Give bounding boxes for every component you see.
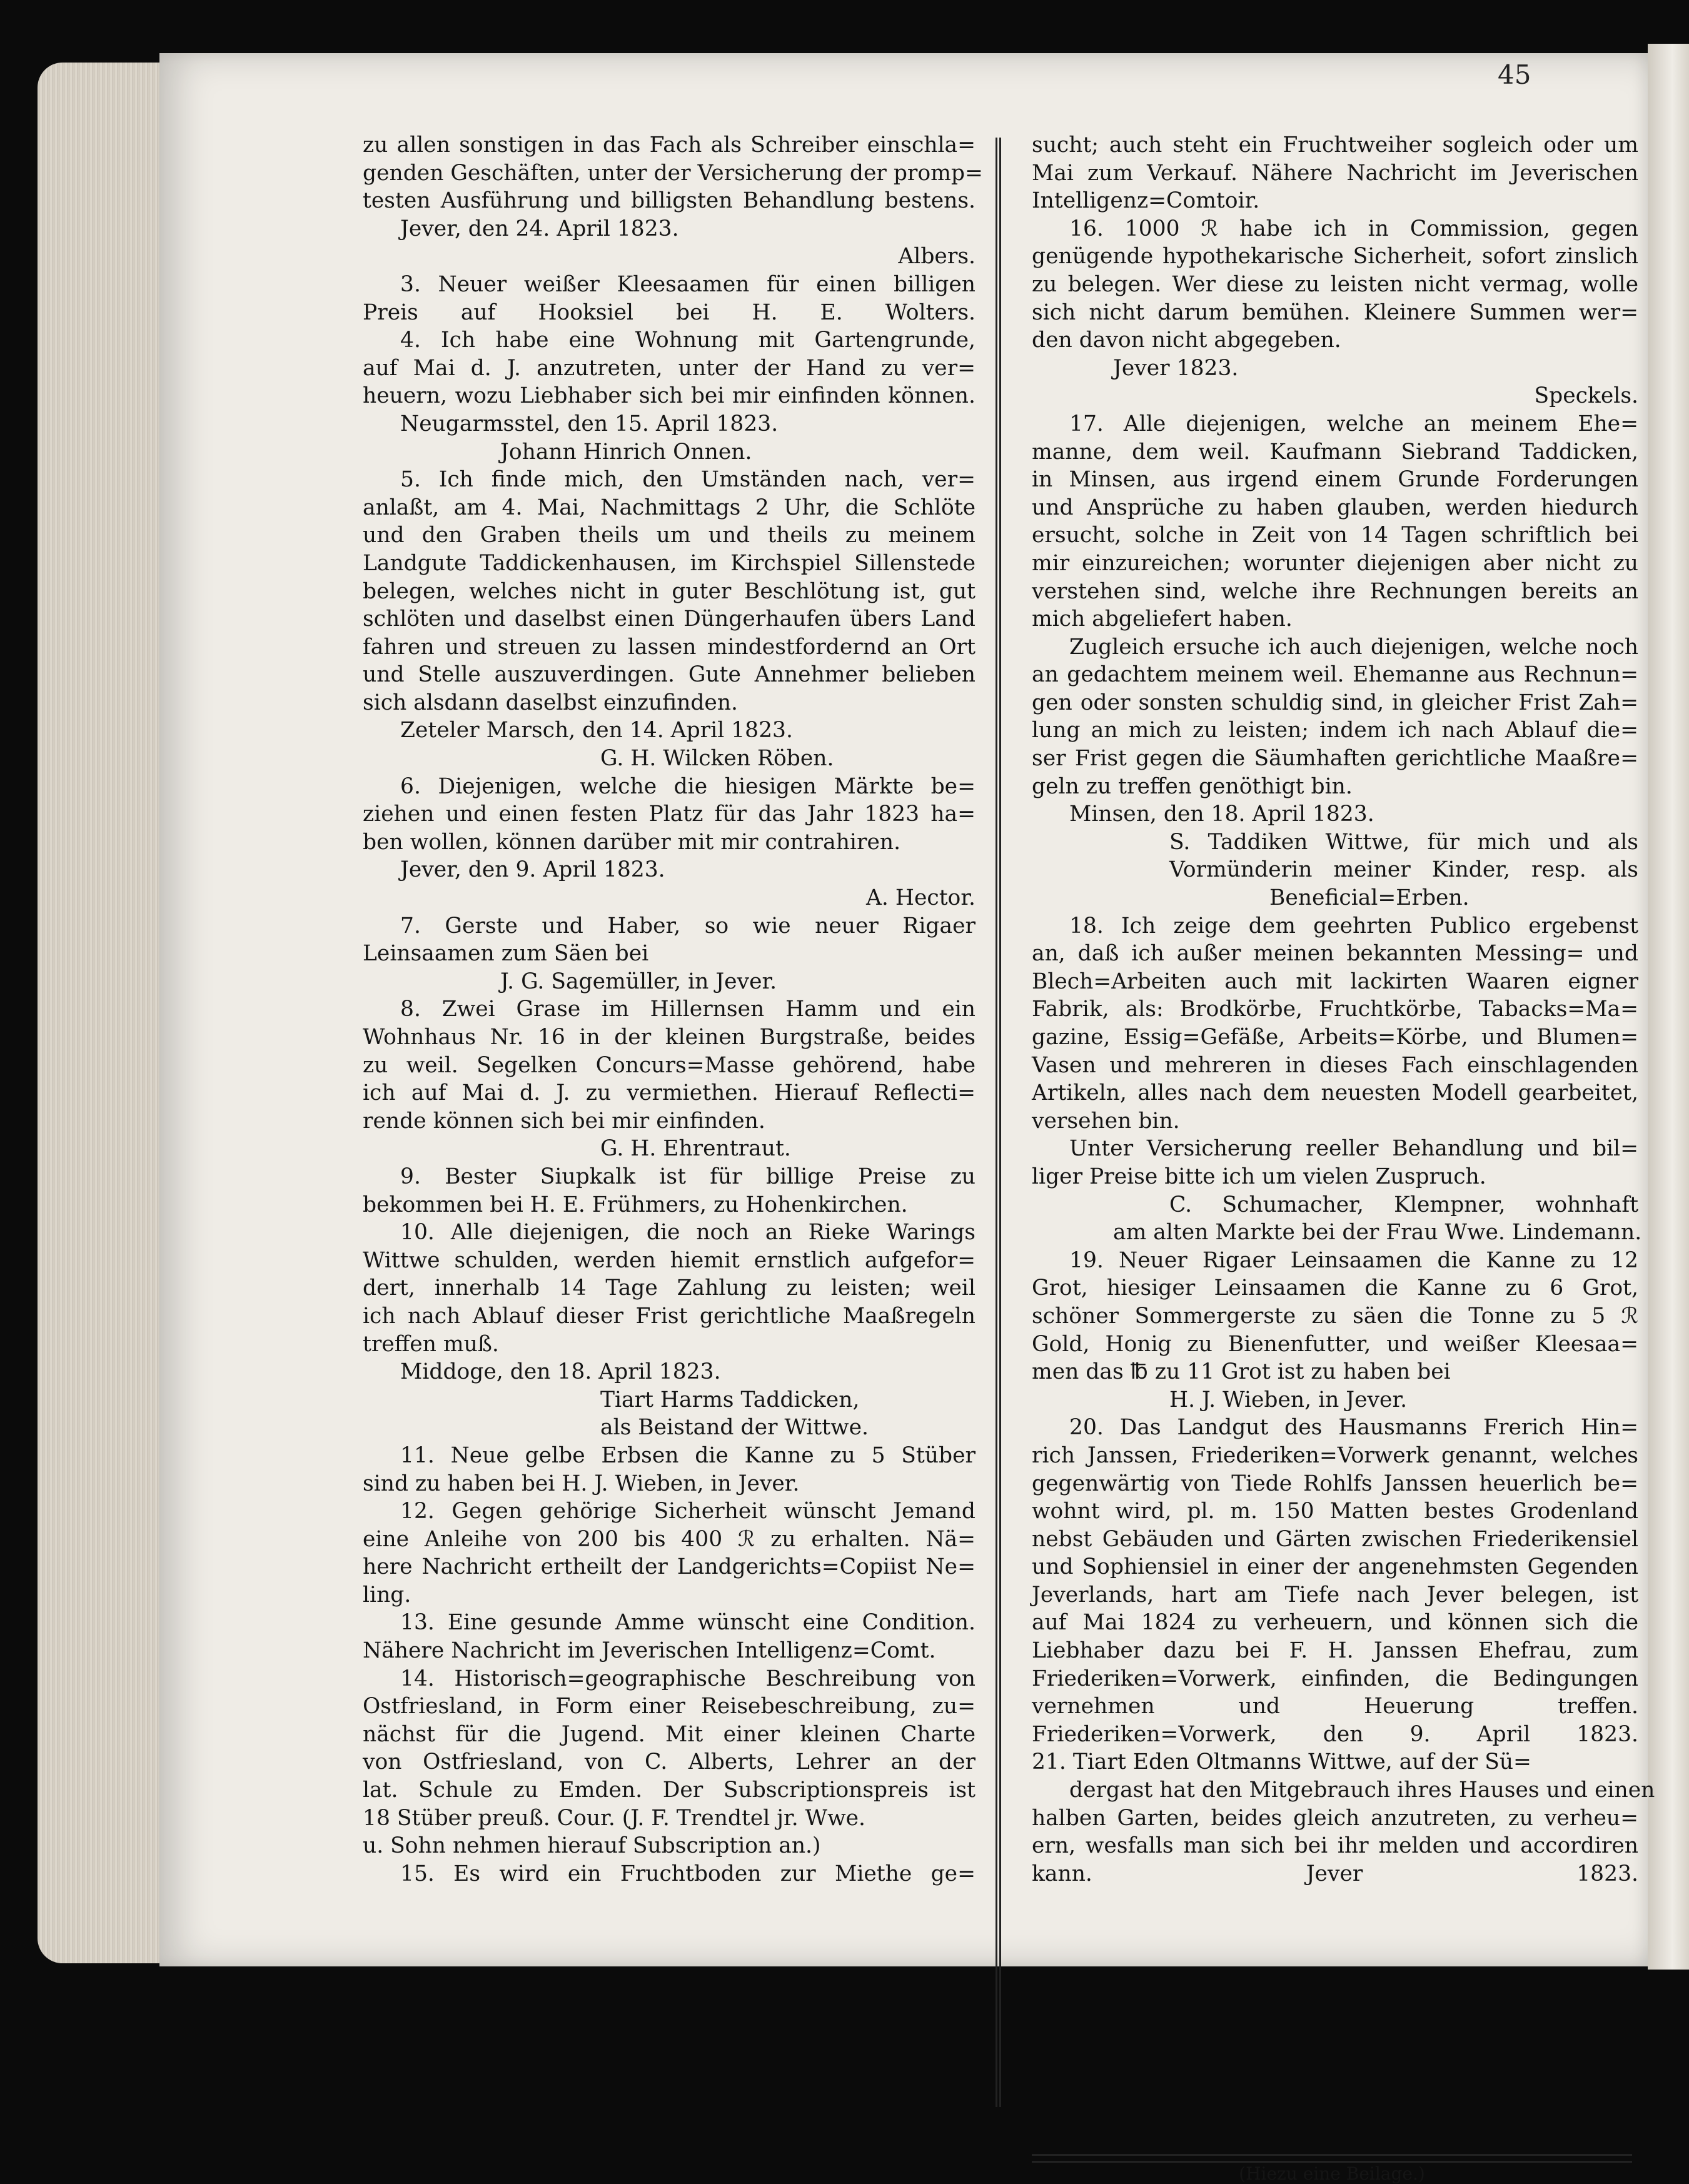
text-line: Jever, den 24. April 1823. (400, 216, 679, 241)
text-line: C. Schumacher, Klempner, wohnhaft (1169, 1192, 1638, 1217)
text-line: lung an mich zu leisten; indem ich nach Ablauf die= (1032, 718, 1638, 743)
text-line: treffen muß. (363, 1331, 499, 1357)
next-page-edge (1648, 44, 1689, 1970)
text-line: Friederiken=Vorwerk, einfinden, die Bedingungen (1032, 1666, 1638, 1691)
text-line: ben wollen, können darüber mit mir contrahiren. (363, 829, 901, 855)
text-line: 4. Ich habe eine Wohnung mit Gartengrunde, (400, 328, 976, 353)
text-line: S. Taddiken Wittwe, für mich und als (1169, 829, 1638, 855)
text-line: nebst Gebäuden und Gärten zwischen Friederikensiel (1032, 1526, 1638, 1552)
text-line: sich nicht darum bemühen. Kleinere Summen wer= (1032, 299, 1638, 325)
text-line: eine Anleihe von 200 bis 400 ℛ zu erhalten. Nä= (363, 1526, 976, 1552)
text-line: Artikeln, alles nach dem neuesten Modell gearbeitet, (1032, 1080, 1638, 1106)
text-line: von Ostfriesland, von C. Alberts, Lehrer an der (363, 1749, 976, 1775)
text-line: sind zu haben bei H. J. Wieben, in Jever. (363, 1471, 800, 1496)
text-line: Zugleich ersuche ich auch diejenigen, welche noch (1069, 634, 1638, 660)
text-line: 14. Historisch=geographische Beschreibung von (400, 1666, 976, 1691)
text-line: bekommen bei H. E. Frühmers, zu Hohenkirchen. (363, 1192, 908, 1217)
text-line: 18 Stüber preuß. Cour. (J. F. Trendtel jr. Wwe. (363, 1805, 866, 1831)
right-text-column (1032, 131, 1655, 1888)
text-line: 9. Bester Siupkalk ist für billige Preise zu (400, 1164, 976, 1189)
text-line: Tiart Harms Taddicken, (600, 1387, 860, 1412)
text-line: 12. Gegen gehörige Sicherheit wünscht Jemand (400, 1499, 976, 1524)
text-line: 21. Tiart Eden Oltmanns Wittwe, auf der Sü= (1032, 1749, 1531, 1775)
text-line: testen Ausführung und billigsten Behandlung bestens. (363, 188, 976, 214)
text-line: lat. Schule zu Emden. Der Subscriptionspreis ist (363, 1778, 976, 1803)
text-line: Middoge, den 18. April 1823. (400, 1359, 721, 1385)
text-line: ern, wesfalls man sich bei ihr melden und accordiren (1032, 1833, 1638, 1859)
text-line: Speckels. (1534, 383, 1638, 409)
text-line: 6. Diejenigen, welche die hiesigen Märkte be= (400, 773, 976, 799)
text-line: genden Geschäften, unter der Versicherung der promp= (363, 160, 983, 186)
text-line: in Minsen, aus irgend einem Grunde Forderungen (1032, 467, 1638, 493)
text-line: am alten Markte bei der Frau Wwe. Lindemann. (1113, 1220, 1642, 1245)
book-page-edges (38, 63, 175, 1963)
text-line: G. H. Wilcken Röben. (600, 746, 834, 772)
text-line: zu belegen. Wer diese zu leisten nicht vermag, wolle (1032, 271, 1638, 297)
text-line: zu weil. Segelken Concurs=Masse gehörend, habe (363, 1052, 976, 1078)
text-line: den davon nicht abgegeben. (1032, 328, 1341, 353)
text-line: 13. Eine gesunde Amme wünscht eine Condition. (400, 1610, 976, 1636)
text-line: Beneficial=Erben. (1269, 885, 1470, 911)
text-line: 18. Ich zeige dem geehrten Publico ergebenst (1069, 913, 1638, 939)
text-line: Friederiken=Vorwerk, den 9. April 1823. (1032, 1721, 1638, 1747)
text-line: belegen, welches nicht in guter Beschlötung ist, gut (363, 578, 976, 604)
text-line: heuern, wozu Liebhaber sich bei mir einfinden können. (363, 383, 976, 409)
text-line: 20. Das Landgut des Hausmanns Frerich Hin= (1069, 1415, 1638, 1441)
text-line: Intelligenz=Comtoir. (1032, 188, 1260, 214)
text-line: G. H. Ehrentraut. (600, 1136, 791, 1162)
text-line: halben Garten, beides gleich anzutreten, zu verheu= (1032, 1805, 1638, 1831)
text-line: Wittwe schulden, werden hiemit ernstlich aufgefor= (363, 1247, 976, 1273)
text-line: Preis auf Hooksiel bei H. E. Wolters. (363, 299, 976, 325)
text-line: nächst für die Jugend. Mit einer kleinen Charte (363, 1721, 976, 1747)
text-line: ich nach Ablauf dieser Frist gerichtliche Maaßregeln (363, 1303, 976, 1329)
text-line: anlaßt, am 4. Mai, Nachmittags 2 Uhr, die Schlöte (363, 495, 976, 520)
end-double-rule (1032, 2154, 1632, 2163)
text-line: an, daß ich außer meinen bekannten Messing= und (1032, 941, 1638, 967)
text-line: gegenwärtig von Tiede Rohlfs Janssen heuerlich be= (1032, 1471, 1638, 1496)
text-line: wohnt wird, pl. m. 150 Matten bestes Grodenland (1032, 1499, 1638, 1524)
text-line: Grot, hiesiger Leinsaamen die Kanne zu 6 Grot, (1032, 1276, 1638, 1301)
text-line: Zeteler Marsch, den 14. April 1823. (400, 718, 793, 743)
text-line: Gold, Honig zu Bienenfutter, und weißer Kleesaa= (1032, 1331, 1638, 1357)
text-line: versehen bin. (1032, 1108, 1180, 1134)
text-line: Vasen und mehreren in dieses Fach einschlagenden (1032, 1052, 1638, 1078)
text-line: Minsen, den 18. April 1823. (1069, 802, 1374, 827)
text-line: mich abgeliefert haben. (1032, 606, 1293, 632)
text-line: rich Janssen, Friederiken=Vorwerk genannt, welches (1032, 1442, 1638, 1468)
text-line: liger Preise bitte ich um vielen Zuspruch. (1032, 1164, 1486, 1189)
text-line: Neugarmsstel, den 15. April 1823. (400, 411, 779, 436)
text-line: ser Frist gegen die Säumhaften gerichtliche Maaßre= (1032, 746, 1638, 772)
text-line: Jeverlands, hart am Tiefe nach Jever belegen, ist (1032, 1582, 1638, 1608)
text-line: Vormünderin meiner Kinder, resp. als (1169, 857, 1638, 883)
text-line: 8. Zwei Grase im Hillernsen Hamm und ein (400, 997, 976, 1022)
page-number-mark: 45 (1498, 59, 1531, 90)
text-line: manne, dem weil. Kaufmann Siebrand Taddicken, (1032, 439, 1638, 465)
text-line: vernehmen und Heuerung treffen. (1032, 1694, 1638, 1719)
text-line: Albers. (898, 244, 976, 269)
supplement-note: (Hiezu eine Beilage.) (1239, 2163, 1425, 2184)
text-line: fahren und streuen zu lassen mindestfordernd an Ort (363, 634, 976, 660)
text-line: ling. (363, 1582, 411, 1608)
text-line: schlöten und daselbst einen Düngerhaufen übers Land (363, 606, 976, 632)
text-line: u. Sohn nehmen hierauf Subscription an.) (363, 1833, 821, 1859)
text-line: 5. Ich finde mich, den Umständen nach, ver= (400, 467, 976, 493)
text-line: gazine, Essig=Gefäße, Arbeits=Körbe, und Blumen= (1032, 1025, 1638, 1050)
text-line: 16. 1000 ℛ habe ich in Commission, gegen (1069, 216, 1638, 241)
text-line: Fabrik, als: Brodkörbe, Fruchtkörbe, Tabacks=Ma= (1032, 997, 1638, 1022)
text-line: sich alsdann daselbst einzufinden. (363, 690, 739, 715)
text-line: dert, innerhalb 14 Tage Zahlung zu leisten; weil (363, 1276, 976, 1301)
text-line: J. G. Sagemüller, in Jever. (500, 969, 777, 994)
text-line: gen oder sonsten schuldig sind, in gleicher Frist Zah= (1032, 690, 1638, 715)
text-line: A. Hector. (866, 885, 976, 911)
text-line: mir einzureichen; worunter diejenigen aber nicht zu (1032, 550, 1638, 576)
text-line: und Stelle auszuverdingen. Gute Annehmer belieben (363, 662, 976, 688)
text-line: men das ℔ zu 11 Grot ist zu haben bei (1032, 1359, 1451, 1385)
text-line: ziehen und einen festen Platz für das Jahr 1823 ha= (363, 802, 976, 827)
text-line: Jever 1823. (1113, 355, 1239, 381)
text-line: 17. Alle diejenigen, welche an meinem Ehe= (1069, 411, 1638, 436)
text-line: Landgute Taddickenhausen, im Kirchspiel Sillenstede (363, 550, 976, 576)
text-line: zu allen sonstigen in das Fach als Schreiber einschla= (363, 133, 976, 158)
text-line: 15. Es wird ein Fruchtboden zur Miethe ge= (400, 1861, 976, 1886)
text-line: und Sophiensiel in einer der angenehmsten Gegenden (1032, 1554, 1638, 1580)
column-divider-rule (996, 138, 1001, 2107)
text-line: Mai zum Verkauf. Nähere Nachricht im Jeverischen (1032, 160, 1638, 186)
text-line: auf Mai 1824 zu verheuern, und können sich die (1032, 1610, 1638, 1636)
text-line: Jever, den 9. April 1823. (400, 857, 665, 883)
text-line: dergast hat den Mitgebrauch ihres Hauses und einen (1069, 1778, 1655, 1803)
text-line: genügende hypothekarische Sicherheit, sofort zinslich (1032, 244, 1638, 269)
text-line: H. J. Wieben, in Jever. (1169, 1387, 1408, 1412)
text-line: 11. Neue gelbe Erbsen die Kanne zu 5 Stüber (400, 1442, 976, 1468)
text-line: als Beistand der Wittwe. (600, 1415, 869, 1441)
text-line: ich auf Mai d. J. zu vermiethen. Hierauf Reflecti= (363, 1080, 976, 1106)
text-line: ersucht, solche in Zeit von 14 Tagen schriftlich bei (1032, 523, 1638, 548)
text-line: sucht; auch steht ein Fruchtweiher sogleich oder um (1032, 133, 1638, 158)
text-line: Unter Versicherung reeller Behandlung und bil= (1069, 1136, 1638, 1162)
text-line: here Nachricht ertheilt der Landgerichts=Copiist Ne= (363, 1554, 976, 1580)
text-line: 3. Neuer weißer Kleesaamen für einen billigen (400, 271, 976, 297)
text-line: schöner Sommergerste zu säen die Tonne zu 5 ℛ (1032, 1303, 1638, 1329)
text-line: 7. Gerste und Haber, so wie neuer Rigaer (400, 913, 976, 939)
text-line: rende können sich bei mir einfinden. (363, 1108, 765, 1134)
text-line: geln zu treffen genöthigt bin. (1032, 773, 1353, 799)
text-line: Leinsaamen zum Säen bei (363, 941, 649, 967)
text-line: auf Mai d. J. anzutreten, unter der Hand zu ver= (363, 355, 976, 381)
text-line: kann. Jever 1823. (1032, 1861, 1638, 1886)
text-line: 10. Alle diejenigen, die noch an Rieke Warings (400, 1220, 976, 1245)
text-line: Ostfriesland, in Form einer Reisebeschreibung, zu= (363, 1694, 976, 1719)
text-line: und den Graben theils um und theils zu meinem (363, 523, 976, 548)
left-text-column (363, 131, 983, 1888)
text-line: verstehen sind, welche ihre Rechnungen bereits an (1032, 578, 1638, 604)
text-line: Wohnhaus Nr. 16 in der kleinen Burgstraße, beides (363, 1025, 976, 1050)
text-line: Johann Hinrich Onnen. (500, 439, 752, 465)
text-line: Blech=Arbeiten auch mit lackirten Waaren eigner (1032, 969, 1638, 994)
text-line: 19. Neuer Rigaer Leinsaamen die Kanne zu 12 (1069, 1247, 1638, 1273)
text-line: Nähere Nachricht im Jeverischen Intelligenz=Comt. (363, 1638, 936, 1664)
text-line: und Ansprüche zu haben glauben, werden hiedurch (1032, 495, 1638, 520)
text-line: an gedachtem meinem weil. Ehemanne aus Rechnun= (1032, 662, 1638, 688)
text-line: Liebhaber dazu bei F. H. Janssen Ehefrau, zum (1032, 1638, 1638, 1664)
